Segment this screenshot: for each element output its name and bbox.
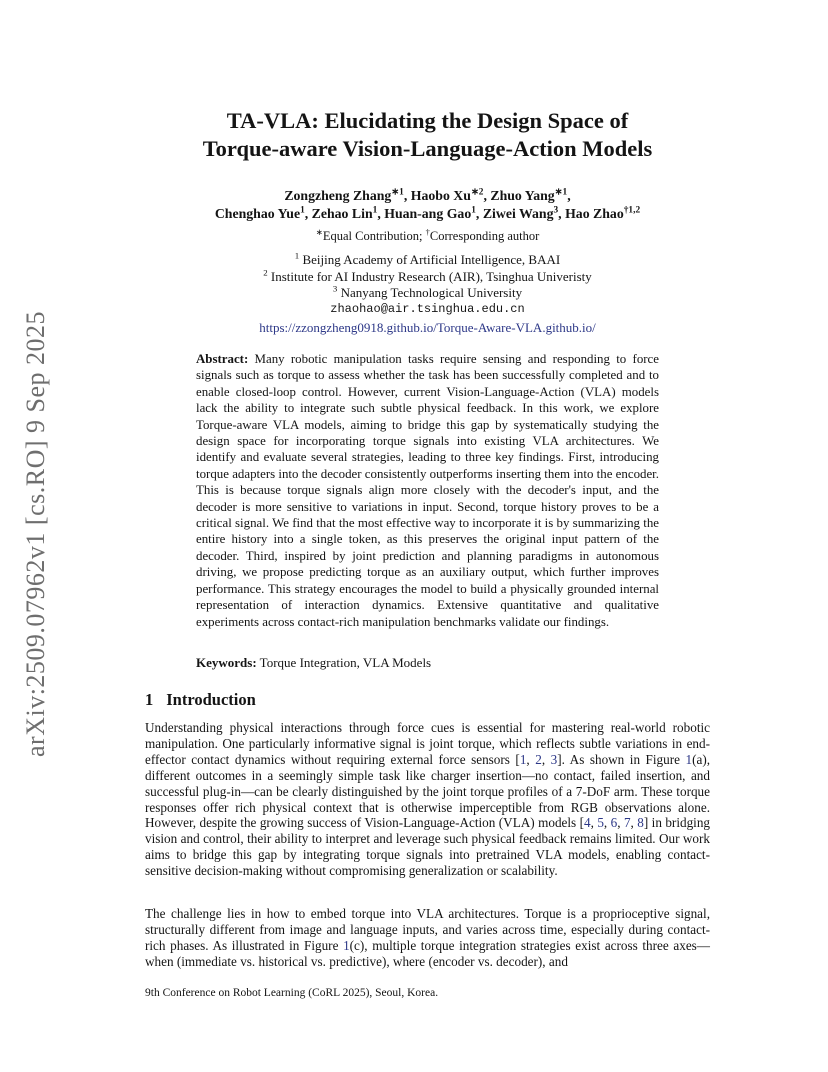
text-segment: ]. As shown in Figure <box>557 751 686 767</box>
text-segment: (a), different outcomes in a seemingly simple task like charger insertion—no contact, failed insertion, and successful plug-in—can be clearly distinguished by the joint torque profiles of a 7-DoF arm. These torque responses offer rich physical context that is otherwise imperceptible from RGB observations alone. However, despite the growing success of Vision-Language-Action (VLA) models [ <box>145 751 711 831</box>
superscript-marker: 1 <box>372 205 378 216</box>
affiliation-line-3 <box>145 285 710 302</box>
citation-link[interactable]: 3 <box>550 751 558 767</box>
project-url-line <box>145 320 710 336</box>
superscript-marker: † <box>425 226 430 237</box>
text-segment: Understanding physical interactions through force cues is essential for mastering real-world robotic manipulation. One particularly informative signal is joint torque, which reflects subtle variations in end-effector contact dynamics without requiring external force sensors [ <box>145 720 710 767</box>
text-segment: , <box>526 751 536 767</box>
contribution-note <box>145 226 710 244</box>
paper-title-line2: Torque-aware Vision-Language-Action Models <box>202 136 653 161</box>
text-segment: , Haobo Xu <box>403 188 471 203</box>
text-segment: Equal Contribution; <box>322 229 426 243</box>
citation-link[interactable]: 7 <box>623 815 631 831</box>
intro-paragraph-2 <box>145 906 710 970</box>
author-line-1 <box>145 187 710 205</box>
project-url-link[interactable]: https://zzongzheng0918.github.io/Torque-Aware-VLA.github.io/ <box>259 320 596 335</box>
text-segment: , <box>567 188 571 203</box>
citation-link[interactable]: 6 <box>610 815 618 831</box>
email-address: zhaohao@air.tsinghua.edu.cn <box>330 302 525 316</box>
text-segment: ] in bridging vision and control, their ability to interpret and leverage such physical feedback remains limited. Our work aims to bridge this gap by integrating torque signals into pretrained VLA models, enabling contact-sensitive decision-making without compromising generalization or scalability. <box>145 815 711 879</box>
affiliation-line-2 <box>145 269 710 286</box>
superscript-marker: ∗1 <box>554 187 568 198</box>
author-list <box>145 187 710 223</box>
superscript-marker: 1 <box>294 250 300 261</box>
text-segment: Torque Integration, VLA Models <box>256 655 432 670</box>
author-line-2 <box>145 205 710 223</box>
citation-link[interactable]: 1 <box>519 751 527 767</box>
text-segment: (c), multiple torque integration strategies exist across three axes—when (immediate vs. historical vs. predictive), where (encoder vs. decoder), and <box>145 937 710 969</box>
text-segment: , Zhuo Yang <box>483 188 555 203</box>
superscript-marker: 2 <box>263 267 268 278</box>
conference-footnote: 9th Conference on Robot Learning (CoRL 2025), Seoul, Korea. <box>145 987 439 999</box>
text-segment: , <box>541 751 551 767</box>
superscript-marker: 1 <box>471 205 476 216</box>
content-column <box>145 0 710 1072</box>
affiliations <box>145 252 710 302</box>
text-segment: , <box>617 815 624 831</box>
citation-link[interactable]: 5 <box>597 815 604 831</box>
citation-link[interactable]: 2 <box>535 751 542 767</box>
arxiv-identifier: arXiv:2509.07962v1 [cs.RO] 9 Sep 2025 <box>21 310 50 758</box>
text-segment: Nanyang Technological University <box>337 285 523 300</box>
text-segment: Chenghao Yue <box>214 206 301 221</box>
affiliation-line-1 <box>145 252 710 269</box>
text-segment: , <box>590 815 598 831</box>
superscript-marker: 3 <box>332 283 338 294</box>
text-segment: , Hao Zhao <box>558 206 624 221</box>
text-segment: The challenge lies in how to embed torque into VLA architectures. Torque is a proprioceptive signal, structurally different from image and language inputs, and varies across time, especially during contact-rich phases. As illustrated in Figure <box>145 906 710 953</box>
text-segment: , Ziwei Wang <box>475 206 554 221</box>
citation-link[interactable]: 4 <box>584 815 591 831</box>
text-segment: Abstract: <box>196 352 249 366</box>
superscript-marker: ∗1 <box>391 187 404 198</box>
keywords-line <box>145 655 710 671</box>
section-heading-introduction <box>145 690 710 710</box>
paper-title <box>145 107 710 163</box>
abstract-paragraph <box>145 351 710 630</box>
text-segment: Beijing Academy of Artificial Intelligence, BAAI <box>299 252 561 267</box>
text-segment: Corresponding author <box>429 229 540 243</box>
text-segment: , Huan-ang Gao <box>377 206 472 221</box>
paper-title-line1: TA-VLA: Elucidating the Design Space of <box>226 108 629 133</box>
citation-link[interactable]: 8 <box>637 815 644 831</box>
superscript-marker: †1,2 <box>623 205 641 216</box>
text-segment: , <box>603 815 611 831</box>
citation-link[interactable]: 1 <box>343 937 350 953</box>
text-segment: Institute for AI Industry Research (AIR), Tsinghua Univeristy <box>267 268 592 284</box>
intro-paragraph-1 <box>145 720 710 879</box>
superscript-marker: 1 <box>300 205 305 216</box>
citation-link[interactable]: 1 <box>685 751 693 767</box>
superscript-marker: 3 <box>553 205 559 216</box>
text-segment: Many robotic manipulation tasks require sensing and responding to force signals such as torque to assess whether the task has been successfully completed and to enable closed-loop control. However, current Vision-Language-Action (VLA) models lack the ability to integrate such subtle physical feedback. In this work, we explore Torque-aware VLA models, aiming to bridge this gap by systematically studying the design space for incorporating torque signals into existing VLA architectures. We identify and evaluate several strategies, leading to three key findings. First, introducing torque adapters into the decoder consistently outperforms inserting them into the encoder. This is because torque signals align more closely with the decoder's input, and the decoder is more sensitive to variations in input. Second, torque history proves to be a critical signal. We find that the most effective way to incorporate it is by summarizing the entire history into a single token, as this preserves the original input pattern of the decoder. Third, inspired by joint prediction and planning paradigms in autonomous driving, we propose predicting torque as an auxiliary output, which further improves performance. This strategy encourages the model to build a physically grounded internal representation of interaction dynamics. Extensive quantitative and qualitative experiments across contact-rich manipulation benchmarks validate our findings. <box>196 352 659 629</box>
text-segment: , Zehao Lin <box>304 206 373 221</box>
text-segment: Keywords: <box>196 655 257 670</box>
section-title: Introduction <box>166 690 256 709</box>
superscript-marker: ∗2 <box>470 187 484 198</box>
superscript-marker: ∗ <box>315 226 323 237</box>
section-number: 1 <box>145 690 154 709</box>
text-segment: , <box>630 815 638 831</box>
text-segment: Zongzheng Zhang <box>284 188 392 203</box>
